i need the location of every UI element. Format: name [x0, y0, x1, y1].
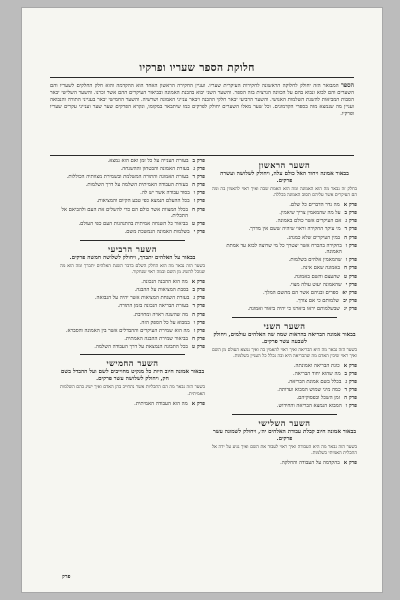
section-description: בחלק זה נבאר מה הוא האמונה ומה הוא האמת שבה ואיך ראוי להאמין בה ומה הם העיקרים אשר עליהם תסוב האמונה בכללה.	[212, 187, 357, 199]
chapter-title: בהקדמה על העבודה והחלקה.	[280, 459, 340, 466]
chapter-entry	[212, 379, 357, 386]
chapter-entry	[60, 221, 205, 228]
chapter-title: בביאור כל השגחה אמיתית בהתנהגות העם כפי העולם.	[78, 221, 188, 228]
chapter-title: שבשלמותם יראו ביארנו כי יהיה ביאור ואמונה.	[247, 305, 340, 312]
chapter-title: שהאמונה יעוט עולה מצוי.	[289, 281, 342, 288]
chapter-number: פרק א	[343, 459, 357, 466]
chapter-title: במבוא על כל הספק הזה.	[139, 319, 190, 326]
chapter-number: פרק ה	[344, 234, 357, 241]
chapter-number: פרק ז	[345, 257, 357, 264]
chapter-entry	[212, 210, 357, 217]
chapter-entry	[60, 279, 205, 286]
chapter-title: בעזרת הבריאה הנכונה בזמן התורה.	[117, 303, 189, 310]
chapter-number: פרק ב	[192, 287, 205, 294]
chapter-title: בשלמות האמונה הנמשכת משם.	[124, 229, 190, 236]
chapter-title: במין העיקרים שלא כמנהג.	[286, 234, 341, 241]
chapter-title: בכלל בשם אמונת הבריאה.	[287, 378, 342, 385]
chapter-number: פרק ד	[192, 303, 205, 310]
section-subtitle: בבאור אמונה חיוב קבלת עבודת האלהים יה׳, ויחולק לשמונה עשר פרקים.	[212, 428, 357, 442]
chapter-entry	[212, 460, 357, 467]
chapter-title: כונת הבריאה ואמונתה.	[293, 362, 340, 369]
chapter-number: פרק ג	[345, 218, 357, 225]
column-right	[212, 158, 357, 578]
chapter-number: פרק ג	[345, 378, 357, 385]
chapter-number: פרק א	[343, 362, 357, 369]
section-title: השער הרביעי	[107, 243, 158, 254]
chapter-entry	[212, 363, 357, 370]
section-divider	[80, 240, 185, 241]
chapter-title: שלמותם כי אם צורך.	[296, 297, 340, 304]
chapter-entry	[60, 303, 205, 310]
chapter-number: פרק ז	[193, 198, 205, 205]
section-title: השער השני	[263, 320, 306, 331]
chapter-title: בסבת המציאות על ההבנה.	[134, 287, 189, 294]
chapter-title: בעזרת הענייה על כל זמן ואם הוא נמצא.	[107, 158, 189, 164]
chapter-number: פרק ו	[345, 403, 357, 410]
chapter-number: פרק ח	[191, 206, 205, 213]
chapter-entry	[60, 328, 205, 335]
chapter-number: פרק יא	[342, 289, 357, 296]
chapter-entry	[60, 190, 205, 197]
chapter-number: פרק י	[345, 281, 357, 288]
chapter-number: פרק יב	[343, 297, 357, 304]
chapter-title: המבוא הנמצא הבריאה והחידוש.	[276, 403, 342, 410]
section-description: בשער הזה נבאר מה הם התכליות אשר נתחייב בהן האדם ואיך ישיג בהם השלמות האמיתית.	[60, 385, 205, 397]
chapter-entry	[212, 403, 357, 410]
chapter-entry	[60, 295, 205, 302]
chapter-entry	[212, 274, 357, 281]
title-rule	[50, 77, 354, 78]
chapter-entry	[212, 243, 357, 256]
intro-rule	[50, 155, 354, 156]
chapter-number: פרק ט	[191, 221, 205, 228]
chapter-entry	[60, 207, 205, 220]
section-title: השער הראשון	[258, 160, 311, 170]
chapter-number: פרק ה	[192, 182, 205, 189]
section-subtitle: בבאור אמונה הבריאה בהראות שמה שה האלהים עולמים, ויחולק לשבעה עשר פרקים.	[213, 331, 356, 345]
chapter-entry	[212, 387, 357, 394]
section-subtitle: בבאור על האלהים יתברך, ויחולק לשלושה חמשה פרקים.	[69, 254, 196, 261]
chapter-title: כמה מיני שמוש המבוא ועדותה.	[277, 386, 341, 393]
chapter-title: בעזרת האמונה והתורה המשלמת ובשמירת מצוותיה הכוללות.	[66, 174, 189, 181]
chapter-number: פרק ב	[344, 370, 357, 377]
chapter-number: פרק ו	[193, 190, 205, 197]
chapter-title: מה הוא שמירת העיקרים וההבדלים אשר בין האמונה והסברא.	[65, 327, 190, 334]
chapter-title: בעזרת העבודה האמיתית השלמה על דרך השלמות.	[85, 182, 189, 189]
chapter-entry	[212, 218, 357, 225]
chapter-number: פרק ח	[191, 335, 205, 342]
chapter-entry	[212, 371, 357, 378]
chapter-entry	[212, 290, 357, 297]
chapter-number: פרק א	[343, 202, 357, 209]
chapter-number: פרק ט	[191, 343, 205, 350]
chapter-entry	[60, 182, 205, 189]
intro-lead-word: הספר	[340, 82, 354, 89]
chapter-number: פרק א	[191, 400, 205, 407]
chapter-title: בכל ההעלם הנמצא כפי טבע הקיום והמציאות.	[96, 198, 190, 205]
chapter-entry	[60, 401, 205, 408]
chapter-number: פרק יג	[343, 305, 357, 312]
chapter-entry	[60, 344, 205, 351]
chapter-number: פרק ו	[193, 319, 205, 326]
chapter-title: מי עיקר החקירה וראוי שיהיה ששם אין מדרך.	[248, 226, 341, 233]
chapter-entry	[60, 320, 205, 327]
chapter-entry	[212, 235, 357, 242]
chapter-title: מה הוא העבודה האמיתית.	[134, 400, 188, 407]
chapter-title: בעזרת האמונה והבטחון וההשגחה.	[120, 166, 190, 173]
chapter-title: בחקירה בהכרח אשר יצטרך כל מי שרוצה לבוא עד אמתת האמונה.	[226, 242, 342, 256]
chapter-number: פרק ה	[192, 311, 205, 318]
chapter-number: פרק ד	[344, 226, 357, 233]
chapter-entry	[60, 158, 205, 165]
chapter-number: פרק ב	[344, 210, 357, 217]
chapter-number: פרק ו	[345, 242, 357, 249]
chapter-title: מה הוא ההבנה הנכונה.	[141, 279, 188, 286]
chapter-entry	[60, 166, 205, 173]
chapter-number: פרק ז	[193, 327, 205, 334]
chapter-entry	[212, 298, 357, 305]
section-description: בשער הזה נבאר מה היא העבודה ואיך ראוי לעבוד את השם ואיך נגיע על ידה אל התכלית האמיתי בשלמות.	[212, 444, 357, 456]
chapter-title: מה נדר הדברים כל שלם.	[289, 202, 340, 209]
chapter-title: שהמאמין אלהים בשלמות.	[288, 257, 342, 264]
chapter-title: על מה שהמאמין צריך שיאמין.	[279, 210, 341, 217]
chapter-entry	[212, 395, 357, 402]
column-left	[60, 158, 205, 578]
chapter-entry	[60, 229, 205, 236]
chapter-title: זמן השכל ובפסוקיהם.	[296, 395, 341, 402]
chapter-entry	[212, 257, 357, 264]
chapter-title: בכלל המצוות אשר כולם הם כדי להשלים את העם ולהביאם אל התכלית.	[61, 206, 188, 220]
chapter-entry	[60, 336, 205, 343]
chapter-number: פרק א	[191, 279, 205, 286]
chapter-title: אם העיקרים אשר כולם באמונה.	[275, 218, 342, 225]
chapter-number: פרק ט	[343, 273, 357, 280]
section-description: בשער הזה נבאר מה היא הבריאה ואיך ראוי להאמין בה ואיך נמצא העולם מן השם ואיך ראוי שיבין האדם מה שהבריאה היא ובה נכלל כל העניין בשלמות.	[212, 347, 357, 359]
chapter-entry	[212, 265, 357, 272]
chapter-title: מה שהשגה ראויה ומחויבת.	[133, 311, 189, 318]
chapter-entry	[212, 282, 357, 289]
chapter-entry	[60, 174, 205, 181]
chapter-title: ספרים ובניהם אשר הם מהשם המלך.	[262, 289, 339, 296]
chapter-title: שהעצם והשם באמונה.	[293, 273, 340, 280]
chapter-entry	[60, 198, 205, 205]
chapter-number: פרק י	[193, 229, 205, 236]
chapter-entry	[212, 306, 357, 313]
chapter-entry	[212, 226, 357, 233]
section-description: בשער הזה נבאר מה הוא החלק השלם בדבר השגת האלהים יתברך ומה הוא מה שנוכל להשיג מן השם ובמה ראוי שנחקור.	[60, 263, 205, 276]
section-subtitle: בבאור אמונה ויחוד האל כולם עלה, ויחולק לשלושה ועשרה פרקים.	[220, 171, 349, 184]
chapter-number: פרק ד	[344, 386, 357, 393]
document-page	[22, 8, 382, 592]
intro-text: המבואר הזה יחולק לחלוקה הראשונה לחקירות העיקרית שעריו. ועניין החקירה הראשון האחד הוא ההקדמה והוא חלק החלקים לשעריו והם השערים והם לבוא ונבוא בהם על הכוונה הנרצית בזה הספר. והשער השני יבוא בהבנת האמונה ובביאור העיקרים ההם אשר זכרנו. והשער השלישי יבאר הסבות המביאות להשגת השלמות האנושי. והשער הרביעי יבאר חלקי ההבנה ויבאר ענייני האמונה ושרשיה. והשער החמישי יבאר בענייני התורה והנבואה ועניין מה שנמצא מזה בספרי הקדמונים. וכל שער מאלו השערים יחולק לפרקים כמו שיתבאר במקומו, ונקרא הפרקים שער שער וענייני עקרים שעריו ופרקיו.	[50, 83, 354, 118]
catchword: פרק	[62, 574, 71, 580]
chapter-title: באמונה שאם אינה.	[301, 265, 340, 272]
chapter-number: פרק ג	[193, 295, 205, 302]
chapter-title: בעזרת השגחת המציאות אשר יהיה על הנבואה.	[94, 295, 190, 302]
section-divider	[80, 354, 185, 355]
chapter-entry	[60, 312, 205, 319]
chapter-entry	[212, 202, 357, 209]
section-divider	[232, 317, 337, 318]
chapter-number: פרק ד	[192, 174, 205, 181]
section-title: השער החמישי	[106, 358, 159, 369]
chapter-number: פרק ב	[192, 158, 205, 164]
chapter-entry	[60, 287, 205, 294]
intro-paragraph	[50, 82, 354, 152]
chapter-number: פרק ח	[343, 265, 357, 272]
section-divider	[232, 414, 337, 415]
page-title: חלוקת הספר שעריו ופרקיו	[139, 62, 255, 74]
chapter-title: מה שהוא יחוד הבריאה.	[293, 370, 341, 377]
chapter-title: בכל התבונה הנמצאת על דרך העבודה השלמה.	[94, 343, 188, 350]
chapter-number: פרק ה	[344, 395, 357, 402]
chapter-title: בסוד עבודה אשר יש לה.	[140, 190, 190, 197]
section-subtitle: בבאור אמונה חיוב היות כל מנקיט מחוייבים לשם ועל ההבדל בשם חק, ויחולק לשלושה עשר פרקים.	[60, 369, 205, 383]
section-title: השער השלישי	[258, 417, 311, 428]
chapter-number: פרק ג	[193, 166, 205, 173]
chapter-title: בביאור שמירת ההבנה האמתית.	[124, 335, 188, 342]
